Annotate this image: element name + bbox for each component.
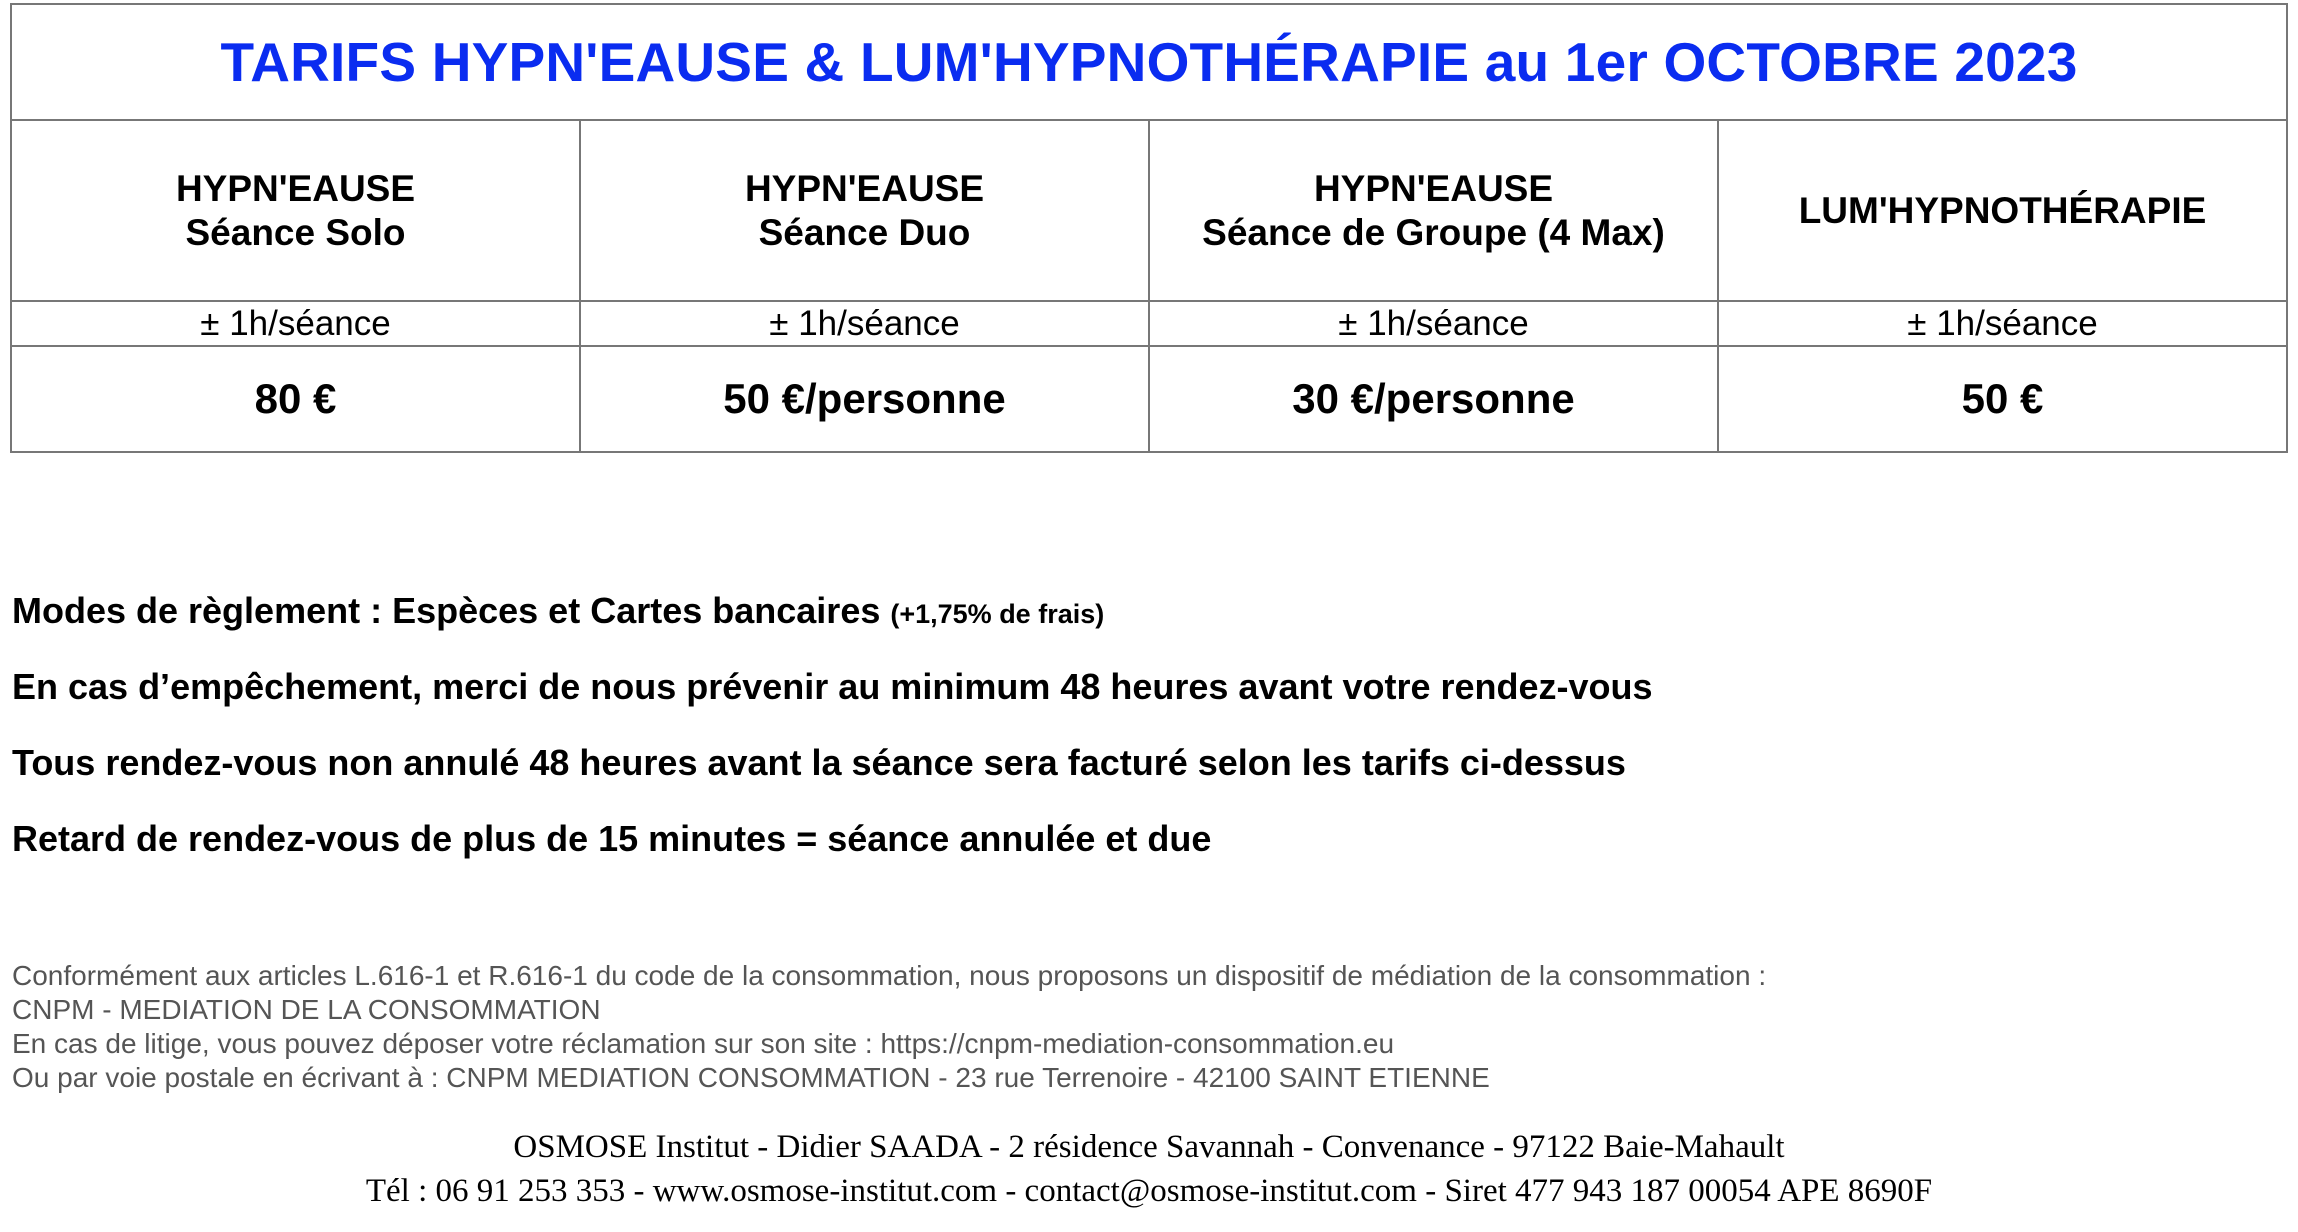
duration-row — [11, 301, 2287, 346]
header-row — [11, 120, 2287, 301]
legal-line: CNPM - MEDIATION DE LA CONSOMMATION — [12, 994, 601, 1025]
mediation-notice — [12, 959, 1766, 1095]
legal-line: Ou par voie postale en écrivant à : CNPM MEDIATION CONSOMMATION - 23 rue Terrenoire - 42100 SAINT ETIENNE — [12, 1062, 1490, 1093]
footer — [0, 1125, 2298, 1213]
price-cell: 30 €/personne — [1149, 346, 1718, 452]
footer-contact: Tél : 06 91 253 353 - www.osmose-institut.com - contact@osmose-institut.com - Siret 477 943 187 00054 APE 8690F — [365, 1173, 1933, 1209]
duration-cell: ± 1h/séance — [11, 301, 580, 346]
duration-cell: ± 1h/séance — [1149, 301, 1718, 346]
column-header-line2: Séance Duo — [758, 211, 971, 253]
price-row — [11, 346, 2287, 452]
payment-note — [12, 576, 1653, 652]
title-cell — [11, 4, 2287, 120]
footer-address: OSMOSE Institut - Didier SAADA - 2 résidence Savannah - Convenance - 97122 Baie-Mahault — [513, 1129, 1785, 1165]
duration-cell: ± 1h/séance — [580, 301, 1149, 346]
column-header-line1: HYPN'EAUSE — [1313, 167, 1554, 209]
column-header-line1: LUM'HYPNOTHÉRAPIE — [1798, 189, 2207, 231]
billing-note: Tous rendez-vous non annulé 48 heures avant la séance sera facturé selon les tarifs ci-dessus — [12, 742, 1626, 783]
price-cell: 50 € — [1718, 346, 2287, 452]
conditions-notes — [12, 576, 1653, 880]
column-header-duo — [580, 120, 1149, 301]
duration-cell: ± 1h/séance — [1718, 301, 2287, 346]
column-header-line1: HYPN'EAUSE — [175, 167, 416, 209]
page-title: TARIFS HYPN'EAUSE & LUM'HYPNOTHÉRAPIE au 1er OCTOBRE 2023 — [220, 31, 2078, 93]
column-header-solo — [11, 120, 580, 301]
legal-line: Conformément aux articles L.616-1 et R.616-1 du code de la consommation, nous proposons un dispositif de médiation de la consommation : — [12, 960, 1767, 991]
column-header-lum — [1718, 120, 2287, 301]
legal-line: En cas de litige, vous pouvez déposer votre réclamation sur son site : https://cnpm-mediation-consommation.eu — [12, 1028, 1395, 1059]
column-header-line2: Séance Solo — [185, 211, 406, 253]
column-header-line2: Séance de Groupe (4 Max) — [1202, 211, 1665, 253]
cancellation-note: En cas d’empêchement, merci de nous prévenir au minimum 48 heures avant votre rendez-vous — [12, 666, 1653, 707]
tariff-table — [10, 3, 2288, 453]
payment-fee: (+1,75% de frais) — [890, 599, 1105, 629]
column-header-group — [1149, 120, 1718, 301]
lateness-note: Retard de rendez-vous de plus de 15 minutes = séance annulée et due — [12, 818, 1212, 859]
price-cell: 50 €/personne — [580, 346, 1149, 452]
payment-methods: Modes de règlement : Espèces et Cartes bancaires — [12, 590, 881, 631]
column-header-line1: HYPN'EAUSE — [744, 167, 985, 209]
price-cell: 80 € — [11, 346, 580, 452]
